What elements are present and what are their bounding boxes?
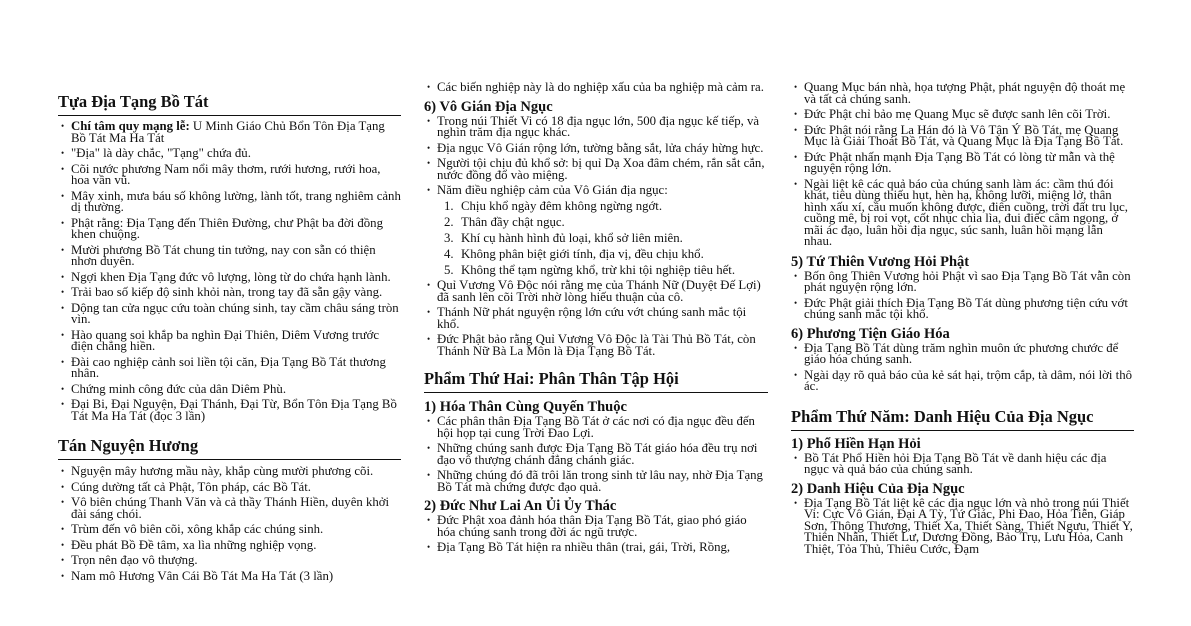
list-item: • Quỉ Vương Vô Độc nói rằng mẹ của Thánh Nữ (Duyệt Đế Lợi) đã sanh lên cõi Trời nhờ lòng hiếu thuận của cô. xyxy=(424,280,768,303)
list-item: • Địa Tạng Bồ Tát hiện ra nhiều thân (trai, gái, Trời, Rồng, xyxy=(424,542,768,554)
list-item: • Địa Tạng Bồ Tát liệt kê các địa ngục lớn và nhỏ trong núi Thiết Vi: Cực Vô Gián, Đại A Tỳ, Tứ Giác, Phi Đao, Hỏa Tiễn, Giáp Sơn, Thông Thương, Thiết Xa, Thiết Sàng, Thiết Ngưu, Thiết Y, Thiên Nhẫn, Thiết Lư, Dương Đồng, Bảo Trụ, Lưu Hỏa, Canh Thiệt, Tỏa Thủ, Thiêu Cước, Đạm xyxy=(791,498,1134,556)
subsection-title-an-ui: 2) Đức Như Lai An Ủi Ủy Thác xyxy=(424,498,617,515)
bullet-list-hoa-than xyxy=(424,416,768,493)
list-item: • Đức Phật bảo rằng Quỉ Vương Vô Độc là Tài Thủ Bồ Tát, còn Thánh Nữ Bà La Môn là Địa Tạng Bồ Tát. xyxy=(424,334,768,357)
numbered-item: 4. Không phân biệt giới tính, địa vị, đều chịu khổ. xyxy=(444,246,704,261)
list-item: • Vô biên chúng Thanh Văn và cả thầy Thánh Hiền, duyên khởi đài sáng chói. xyxy=(58,497,401,520)
subsection-title-hoa-than: 1) Hóa Thân Cùng Quyến Thuộc xyxy=(424,399,627,416)
list-item: • Bồ Tát Phổ Hiền hỏi Địa Tạng Bồ Tát về danh hiệu các địa ngục và quả báo của chúng sanh. xyxy=(791,453,1134,476)
list-item: • Đức Phật xoa đảnh hóa thân Địa Tạng Bồ Tát, giao phó giáo hóa chúng sanh trong đời ác ngũ trược. xyxy=(424,515,768,538)
chapter-title-pham-thu-nam: Phẩm Thứ Năm: Danh Hiệu Của Địa Ngục xyxy=(791,407,1134,431)
bullet-list-pho-hien xyxy=(791,450,1134,476)
list-item: • Thánh Nữ phát nguyện rộng lớn cứu vớt chúng sanh mắc tội khổ. xyxy=(424,307,768,330)
list-item: • Dộng tan cửa ngục cứu toàn chúng sinh, tay cầm châu sáng tròn vìn. xyxy=(58,303,401,326)
list-item: • Hào quang soi khắp ba nghìn Đại Thiên, Diêm Vương trước điện chẳng hiền. xyxy=(58,330,401,353)
list-item: • Trải bao số kiếp độ sinh khỏi nàn, trong tay đã sẵn gậy vàng. xyxy=(58,287,401,299)
bullet-list-tan xyxy=(58,466,401,582)
list-item: • Đức Phật nói rằng La Hán đó là Vô Tận Ý Bồ Tát, mẹ Quang Mục là Giải Thoát Bồ Tát, và Quang Mục là Địa Tạng Bồ Tát. xyxy=(791,125,1134,148)
list-item: • Phật rằng: Địa Tạng đến Thiên Đường, chư Phật ba đời đồng khen chuộng. xyxy=(58,218,401,241)
bullet-list-danh-hieu xyxy=(791,495,1134,556)
subsection-title-pho-hien: 1) Phổ Hiền Hạn Hỏi xyxy=(791,435,921,452)
list-item: • Ngài dạy rõ quả báo của kẻ sát hại, trộm cắp, tà dâm, nói lời thô ác. xyxy=(791,370,1134,393)
list-item: • Địa Tạng Bồ Tát dùng trăm nghìn muôn ức phương chước để giáo hóa chúng sanh. xyxy=(791,343,1134,366)
list-item: • Ngợi khen Địa Tạng đức vô lượng, lòng từ do chứa hạnh lành. xyxy=(58,272,401,284)
list-item: • Những chúng sanh được Địa Tạng Bồ Tát giáo hóa đều trụ nơi đạo vô thượng chánh đẳng chánh giác. xyxy=(424,443,768,466)
numbered-item: 5. Không thể tạm ngừng khổ, trừ khi tội nghiệp tiêu hết. xyxy=(444,262,736,277)
list-item: • Đức Phật nhấn mạnh Địa Tạng Bồ Tát có lòng từ mẫn và thệ nguyện rộng lớn. xyxy=(791,152,1134,175)
list-item: • Địa ngục Vô Gián rộng lớn, tường bằng sắt, lửa cháy hừng hực. xyxy=(424,143,768,155)
bullet-list-lead xyxy=(424,82,768,94)
list-item: • Đức Phật chỉ bảo mẹ Quang Mục sẽ được sanh lên cõi Trời. xyxy=(791,109,1134,121)
column-1 xyxy=(58,0,401,586)
list-item: • Đài cao nghiệp cảnh soi liền tội căn, Địa Tạng Bồ Tát thương nhân. xyxy=(58,357,401,380)
list-item: • Những chúng đó đã trôi lăn trong sinh tử lâu nay, nhờ Địa Tạng Bồ Tát mà chứng được đạo quả. xyxy=(424,470,768,493)
list-item: • Cõi nước phương Nam nổi mây thơm, rưới hương, rưới hoa, hoa vần vũ. xyxy=(58,164,401,187)
list-item: • Mười phương Bồ Tát chung tin tưởng, nay con sẵn có thiện nhơn duyên. xyxy=(58,245,401,268)
section-title-tan-nguyen-huong: Tán Nguyện Hương xyxy=(58,436,401,460)
bullet-list-tu-thien-vuong xyxy=(791,268,1134,321)
numbered-item: 2. Thân đầy chật ngục. xyxy=(444,214,565,229)
numbered-item: 1. Chịu khổ ngày đêm không ngừng ngớt. xyxy=(444,198,663,213)
list-item: • Trùm đến vô biên cõi, xông khắp các chúng sinh. xyxy=(58,524,401,536)
list-item: • Nguyện mây hương mầu này, khắp cùng mười phương cõi. xyxy=(58,466,401,478)
list-item: • Mây xinh, mưa báu số không lường, lành tốt, trang nghiêm cảnh dị thường. xyxy=(58,191,401,214)
column-2 xyxy=(424,0,768,558)
list-item: • Đều phát Bồ Đề tâm, xa lìa những nghiệp vọng. xyxy=(58,540,401,552)
list-item: • Đức Phật giải thích Địa Tạng Bồ Tát dùng phương tiện cứu vớt chúng sanh mắc tội khổ. xyxy=(791,298,1134,321)
list-item: • Nam mô Hương Vân Cái Bồ Tát Ma Ha Tát (3 lần) xyxy=(58,571,401,583)
bold-lead: Chí tâm quy mạng lễ: xyxy=(71,119,190,133)
bullet-list-phuong-tien xyxy=(791,340,1134,393)
list-item: • Cúng dường tất cả Phật, Tôn pháp, các Bồ Tát. xyxy=(58,482,401,494)
list-item: • Bốn ông Thiên Vương hỏi Phật vì sao Địa Tạng Bồ Tát vẫn còn phát nguyện rộng lớn. xyxy=(791,271,1134,294)
chapter-title-pham-thu-hai: Phẩm Thứ Hai: Phân Thân Tập Hội xyxy=(424,369,768,393)
bullet-list-lead xyxy=(791,82,1134,248)
numbered-list xyxy=(424,198,768,277)
list-item: • Ngài liệt kê các quả báo của chúng sanh làm ác: cầm thú đói khát, tiêu dùng thiếu hụt, hèn hạ, không lưỡi, miệng lở, thân hình xấu xí, cầu muốn không được, điên cuồng, trời đất tru lục, cuồng mê, bị roi vọt, cốt nhục chia lìa, đui điếc câm ngọng, ở mãi ác đạo, luân hồi địa ngục, súc sanh, luân hồi mạng lẫn nhau. xyxy=(791,179,1134,248)
subsection-title-danh-hieu: 2) Danh Hiệu Của Địa Ngục xyxy=(791,480,965,497)
list-item: • Chí tâm quy mạng lễ: U Minh Giáo Chủ Bổn Tôn Địa Tạng Bồ Tát Ma Ha Tát xyxy=(58,121,401,144)
subsection-title-tu-thien-vuong: 5) Tứ Thiên Vương Hỏi Phật xyxy=(791,253,970,270)
list-item: • Trong núi Thiết Vi có 18 địa ngục lớn, 500 địa ngục kế tiếp, và nghìn trăm địa ngục khác. xyxy=(424,116,768,139)
bullet-list-tua xyxy=(58,121,401,422)
list-item: • Quang Mục bán nhà, họa tượng Phật, phát nguyện độ thoát mẹ và tất cả chúng sanh. xyxy=(791,82,1134,105)
list-item: • "Địa" là dày chắc, "Tạng" chứa đủ. xyxy=(58,148,401,160)
bullet-list-vo-gian xyxy=(424,113,768,358)
list-item: • Chứng minh công đức của dân Diêm Phù. xyxy=(58,384,401,396)
subsection-title-phuong-tien: 6) Phương Tiện Giáo Hóa xyxy=(791,325,950,342)
column-3 xyxy=(791,0,1134,559)
list-item: • Năm điều nghiệp cảm của Vô Gián địa ngục: 1. Chịu khổ ngày đêm không ngừng ngớt. 2. Thân đầy chật ngục. 3. Khí cụ hành hình đủ loại, khổ sở liên miên. 4. Không phân biệt giới tính, địa vị, đều chịu khổ. 5. Không thể tạm ngừng khổ, trừ khi tội nghiệp tiêu hết. xyxy=(424,185,768,276)
list-item: • Các phân thân Địa Tạng Bồ Tát ở các nơi có địa ngục đều đến hội họp tại cung Trời Đao Lợi. xyxy=(424,416,768,439)
numbered-item: 3. Khí cụ hành hình đủ loại, khổ sở liên miên. xyxy=(444,230,683,245)
list-item: • Các biến nghiệp này là do nghiệp xấu của ba nghiệp mà cảm ra. xyxy=(424,82,768,94)
list-item: • Người tội chịu đủ khổ sở: bị quỉ Dạ Xoa đâm chém, rắn sắt cắn, nước đồng đổ vào miệng. xyxy=(424,158,768,181)
list-item: • Trọn nên đạo vô thượng. xyxy=(58,555,401,567)
bullet-list-an-ui xyxy=(424,515,768,554)
subsection-title-vo-gian: 6) Vô Gián Địa Ngục xyxy=(424,98,553,115)
list-item: • Đại Bi, Đại Nguyện, Đại Thánh, Đại Từ, Bổn Tôn Địa Tạng Bồ Tát Ma Ha Tát (đọc 3 lần) xyxy=(58,399,401,422)
section-title-tua-dia-tang: Tựa Địa Tạng Bồ Tát xyxy=(58,92,401,116)
